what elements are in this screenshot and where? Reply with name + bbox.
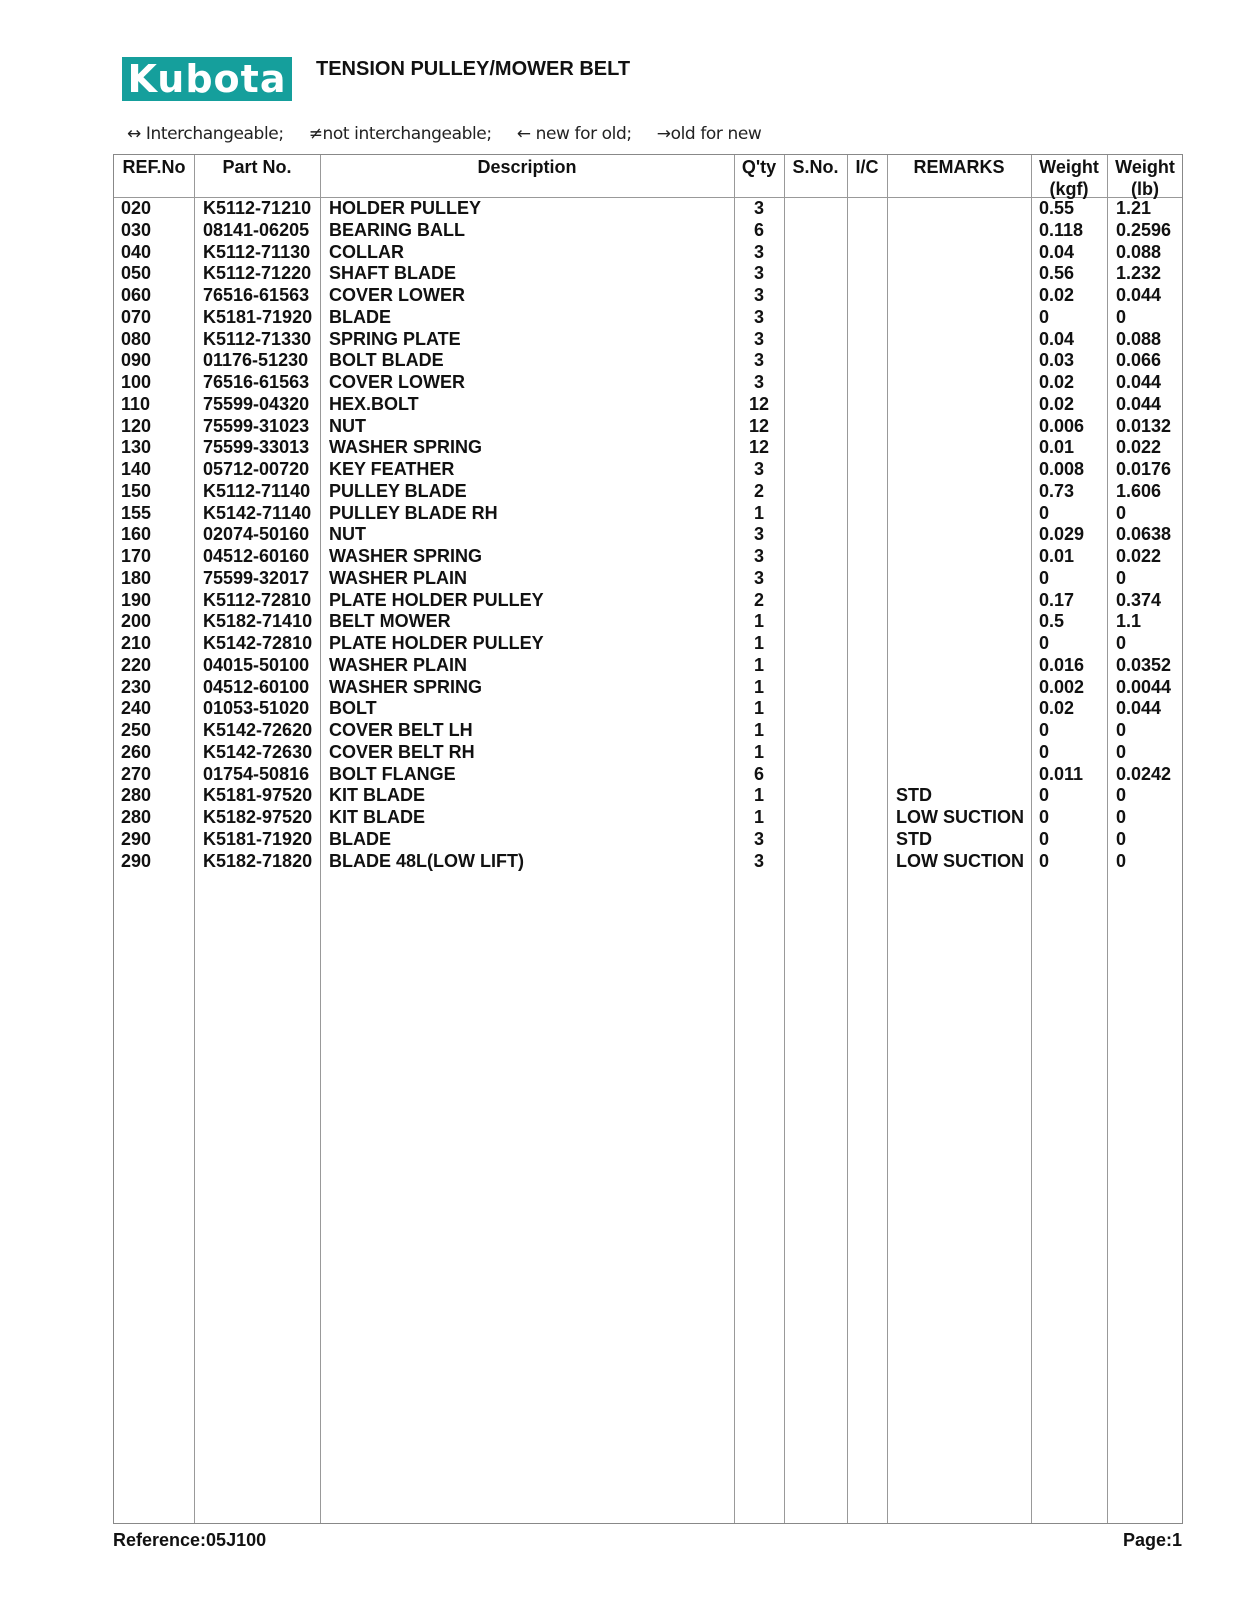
cell-ref: 270 (121, 763, 152, 784)
cell-weight-kgf: 0 (1039, 720, 1050, 740)
cell-qty: 3 (753, 546, 764, 566)
cell-part-no: K5142-72620 (203, 720, 313, 740)
cell-description: BOLT BLADE (329, 350, 444, 371)
cell-weight-lb: 0 (1116, 741, 1127, 762)
table-row (114, 285, 1182, 307)
cell-description: PULLEY BLADE (329, 480, 467, 501)
cell-weight-lb: 0.374 (1116, 589, 1162, 610)
cell-weight-kgf: 0.73 (1039, 480, 1075, 501)
cell-description: KIT BLADE (329, 785, 425, 806)
table-row (114, 307, 1182, 329)
cell-weight-lb: 1.606 (1116, 480, 1162, 501)
cell-part-no: K5182-71410 (203, 611, 313, 632)
cell-qty: 1 (753, 654, 764, 675)
table-row (114, 481, 1182, 503)
cell-weight-kgf: 0.03 (1039, 350, 1075, 371)
table-row (114, 633, 1182, 655)
cell-qty: 3 (753, 328, 764, 349)
cell-qty: 1 (753, 502, 764, 523)
table-row (114, 437, 1182, 459)
cell-weight-lb: 0 (1116, 567, 1127, 588)
cell-qty: 6 (753, 219, 764, 240)
cell-ref: 260 (121, 741, 152, 762)
cell-part-no: 01053-51020 (203, 698, 310, 719)
cell-description: KIT BLADE (329, 807, 425, 827)
cell-part-no: 04512-60100 (203, 676, 310, 697)
cell-description: PLATE HOLDER PULLEY (329, 633, 544, 653)
cell-weight-lb: 0.0176 (1116, 459, 1172, 479)
cell-ref: 160 (121, 524, 152, 545)
cell-weight-lb: 0 (1116, 306, 1127, 327)
cell-weight-kgf: 0 (1039, 807, 1050, 827)
col-header-desc: Description (477, 157, 577, 177)
cell-weight-kgf: 0.002 (1039, 676, 1085, 697)
cell-ref: 290 (121, 850, 152, 871)
table-row (114, 524, 1182, 546)
cell-part-no: K5112-71220 (203, 263, 312, 284)
cell-weight-lb: 0.022 (1116, 546, 1162, 566)
cell-weight-kgf: 0.5 (1039, 611, 1065, 632)
cell-description: COVER BELT RH (329, 741, 475, 762)
cell-weight-kgf: 0 (1039, 306, 1050, 327)
cell-weight-lb: 0.044 (1116, 698, 1162, 719)
cell-weight-lb: 0 (1116, 850, 1127, 871)
cell-part-no: 75599-31023 (203, 415, 310, 436)
table-row (114, 350, 1182, 372)
cell-weight-lb: 0 (1116, 828, 1127, 849)
cell-part-no: K5112-72810 (203, 589, 312, 610)
reference-code: Reference:05J100 (113, 1530, 267, 1550)
cell-weight-kgf: 0.01 (1039, 546, 1075, 566)
cell-part-no: 76516-61563 (203, 285, 310, 305)
cell-ref: 150 (121, 480, 152, 501)
col-header-sno: S.No. (792, 157, 839, 177)
cell-part-no: K5112-71130 (203, 241, 311, 262)
cell-weight-kgf: 0.01 (1039, 437, 1075, 458)
cell-weight-kgf: 0 (1039, 828, 1050, 849)
legend-old-for-new: →old for new (656, 124, 762, 144)
col-header-ic: I/C (855, 157, 879, 177)
cell-weight-lb: 0.0352 (1116, 654, 1172, 675)
cell-part-no: K5142-71140 (203, 502, 312, 523)
cell-weight-kgf: 0.56 (1039, 263, 1075, 284)
cell-remarks: STD (896, 785, 932, 806)
cell-qty: 3 (753, 524, 764, 545)
cell-part-no: 01754-50816 (203, 763, 310, 784)
cell-weight-lb: 0 (1116, 502, 1127, 523)
cell-part-no: 04015-50100 (203, 654, 310, 675)
cell-qty: 6 (753, 763, 764, 784)
cell-qty: 1 (753, 611, 764, 632)
cell-description: BOLT (329, 698, 377, 719)
table-row (114, 220, 1182, 242)
cell-part-no: 75599-04320 (203, 393, 310, 414)
cell-qty: 2 (753, 480, 764, 501)
cell-weight-lb: 0.0638 (1116, 524, 1172, 545)
cell-part-no: K5142-72630 (203, 741, 313, 762)
cell-qty: 3 (753, 372, 764, 392)
page-number: Page:1 (1122, 1530, 1182, 1550)
cell-ref: 050 (121, 263, 152, 284)
cell-weight-kgf: 0 (1039, 785, 1050, 806)
cell-ref: 140 (121, 459, 152, 479)
cell-description: COVER LOWER (329, 372, 466, 392)
cell-description: NUT (329, 524, 366, 545)
col-header-remarks: REMARKS (913, 157, 1005, 177)
cell-qty: 3 (753, 198, 764, 218)
cell-ref: 060 (121, 285, 152, 305)
cell-description: PLATE HOLDER PULLEY (329, 589, 544, 610)
cell-description: WASHER SPRING (329, 437, 483, 458)
table-row (114, 568, 1182, 590)
cell-remarks: STD (896, 828, 932, 849)
cell-weight-kgf: 0.02 (1039, 698, 1075, 719)
table-row (114, 677, 1182, 699)
table-row (114, 742, 1182, 764)
cell-ref: 230 (121, 676, 152, 697)
cell-ref: 180 (121, 567, 152, 588)
cell-ref: 155 (121, 502, 152, 523)
cell-part-no: 04512-60160 (203, 546, 310, 566)
cell-qty: 12 (748, 393, 770, 414)
table-row (114, 764, 1182, 786)
page-title: TENSION PULLEY/MOWER BELT (316, 58, 631, 80)
cell-part-no: 08141-06205 (203, 219, 310, 240)
cell-weight-lb: 1.21 (1116, 198, 1152, 218)
table-row (114, 198, 1182, 220)
cell-qty: 3 (753, 459, 764, 479)
cell-qty: 1 (753, 633, 764, 653)
cell-ref: 170 (121, 546, 152, 566)
cell-description: WASHER SPRING (329, 546, 483, 566)
interchangeability-legend (127, 124, 781, 144)
col-header-part: Part No. (222, 157, 292, 177)
cell-part-no: K5182-97520 (203, 807, 313, 827)
cell-description: SPRING PLATE (329, 328, 461, 349)
col-header-qty: Q'ty (741, 157, 777, 177)
cell-description: SHAFT BLADE (329, 263, 456, 284)
col-header-weight-lb: Weight (lb) (1115, 157, 1175, 199)
table-row (114, 329, 1182, 351)
col-header-weight-kgf: Weight (kgf) (1039, 157, 1099, 199)
cell-description: PULLEY BLADE RH (329, 502, 498, 523)
cell-qty: 3 (753, 350, 764, 371)
cell-qty: 3 (753, 241, 764, 262)
cell-ref: 190 (121, 589, 152, 610)
cell-ref: 240 (121, 698, 152, 719)
cell-part-no: K5181-97520 (203, 785, 313, 806)
cell-description: WASHER SPRING (329, 676, 483, 697)
cell-part-no: K5181-71920 (203, 828, 313, 849)
cell-weight-lb: 0.0044 (1116, 676, 1172, 697)
cell-part-no: 76516-61563 (203, 372, 310, 392)
cell-qty: 12 (748, 437, 770, 458)
cell-qty: 3 (753, 850, 764, 871)
table-row (114, 829, 1182, 851)
cell-part-no: K5182-71820 (203, 850, 313, 871)
cell-weight-lb: 1.232 (1116, 263, 1162, 284)
cell-remarks: LOW SUCTION (896, 807, 1024, 827)
cell-weight-kgf: 0 (1039, 741, 1050, 762)
cell-qty: 3 (753, 263, 764, 284)
cell-ref: 200 (121, 611, 152, 632)
table-row (114, 263, 1182, 285)
cell-description: HOLDER PULLEY (329, 198, 482, 218)
cell-weight-lb: 0 (1116, 785, 1127, 806)
cell-ref: 280 (121, 785, 152, 806)
cell-part-no: K5112-71210 (203, 198, 312, 218)
cell-weight-kgf: 0.016 (1039, 654, 1085, 675)
cell-part-no: 02074-50160 (203, 524, 310, 545)
cell-part-no: 75599-32017 (203, 567, 310, 588)
cell-weight-kgf: 0.029 (1039, 524, 1085, 545)
cell-weight-lb: 0.2596 (1116, 219, 1172, 240)
cell-ref: 080 (121, 328, 152, 349)
cell-qty: 1 (753, 698, 764, 719)
table-row (114, 546, 1182, 568)
cell-part-no: 05712-00720 (203, 459, 310, 479)
table-row (114, 807, 1182, 829)
cell-description: HEX.BOLT (329, 393, 419, 414)
cell-weight-lb: 1.1 (1116, 611, 1142, 632)
cell-weight-lb: 0 (1116, 720, 1127, 740)
cell-ref: 290 (121, 828, 152, 849)
table-row (114, 459, 1182, 481)
table-row (114, 720, 1182, 742)
kubota-logo: Kubota (122, 57, 292, 101)
cell-qty: 1 (753, 785, 764, 806)
cell-qty: 12 (748, 415, 770, 436)
cell-weight-kgf: 0.118 (1039, 219, 1084, 240)
cell-ref: 090 (121, 350, 152, 371)
cell-description: NUT (329, 415, 366, 436)
table-row (114, 372, 1182, 394)
cell-ref: 110 (121, 393, 151, 414)
cell-description: BLADE 48L(LOW LIFT) (329, 850, 524, 871)
cell-description: BOLT FLANGE (329, 763, 456, 784)
cell-weight-kgf: 0 (1039, 567, 1050, 588)
cell-ref: 070 (121, 306, 152, 327)
col-header-ref: REF.No (122, 157, 186, 177)
table-row (114, 503, 1182, 525)
parts-table (113, 154, 1183, 1524)
cell-weight-kgf: 0.04 (1039, 328, 1075, 349)
cell-part-no: K5112-71330 (203, 328, 312, 349)
cell-qty: 1 (753, 741, 764, 762)
table-body (114, 198, 1182, 872)
cell-weight-kgf: 0.008 (1039, 459, 1085, 479)
table-row (114, 655, 1182, 677)
cell-qty: 2 (753, 589, 764, 610)
cell-part-no: 01176-51230 (203, 350, 309, 371)
cell-weight-lb: 0.044 (1116, 393, 1162, 414)
table-row (114, 590, 1182, 612)
cell-ref: 280 (121, 807, 152, 827)
cell-qty: 1 (753, 720, 764, 740)
cell-qty: 3 (753, 828, 764, 849)
table-row (114, 416, 1182, 438)
cell-description: COVER BELT LH (329, 720, 473, 740)
cell-weight-kgf: 0.17 (1039, 589, 1075, 610)
cell-ref: 130 (121, 437, 152, 458)
cell-qty: 3 (753, 285, 764, 305)
cell-ref: 210 (121, 633, 152, 653)
cell-weight-kgf: 0 (1039, 850, 1050, 871)
cell-weight-kgf: 0.02 (1039, 285, 1075, 305)
table-row (114, 785, 1182, 807)
cell-description: WASHER PLAIN (329, 567, 468, 588)
cell-part-no: K5142-72810 (203, 633, 313, 653)
cell-qty: 3 (753, 567, 764, 588)
cell-ref: 220 (121, 654, 152, 675)
cell-weight-lb: 0 (1116, 633, 1127, 653)
cell-qty: 1 (753, 807, 764, 827)
cell-qty: 3 (753, 306, 764, 327)
cell-part-no: 75599-33013 (203, 437, 310, 458)
cell-description: KEY FEATHER (329, 459, 455, 479)
cell-weight-kgf: 0.02 (1039, 372, 1075, 392)
cell-weight-kgf: 0.55 (1039, 198, 1075, 218)
cell-weight-lb: 0.088 (1116, 241, 1162, 262)
cell-ref: 100 (121, 372, 152, 392)
cell-description: WASHER PLAIN (329, 654, 468, 675)
legend-interchangeable: ↔ Interchangeable; (127, 124, 284, 144)
cell-weight-kgf: 0 (1039, 633, 1050, 653)
cell-weight-kgf: 0 (1039, 502, 1050, 523)
cell-description: BLADE (329, 828, 391, 849)
table-row (114, 851, 1182, 873)
cell-ref: 120 (121, 415, 152, 436)
cell-weight-lb: 0.044 (1116, 285, 1162, 305)
cell-weight-lb: 0.0242 (1116, 763, 1172, 784)
cell-weight-kgf: 0.011 (1039, 763, 1084, 784)
table-row (114, 698, 1182, 720)
cell-ref: 030 (121, 219, 152, 240)
cell-weight-lb: 0 (1116, 807, 1127, 827)
cell-weight-lb: 0.022 (1116, 437, 1162, 458)
cell-description: BLADE (329, 306, 391, 327)
table-row (114, 394, 1182, 416)
cell-remarks: LOW SUCTION (896, 850, 1024, 871)
cell-description: COVER LOWER (329, 285, 466, 305)
cell-part-no: K5112-71140 (203, 480, 311, 501)
cell-weight-kgf: 0.006 (1039, 415, 1085, 436)
table-row (114, 611, 1182, 633)
cell-description: BELT MOWER (329, 611, 451, 632)
cell-weight-lb: 0.066 (1116, 350, 1162, 371)
cell-weight-kgf: 0.04 (1039, 241, 1075, 262)
cell-ref: 020 (121, 198, 152, 218)
cell-ref: 040 (121, 241, 152, 262)
cell-ref: 250 (121, 720, 152, 740)
cell-weight-kgf: 0.02 (1039, 393, 1075, 414)
cell-description: BEARING BALL (329, 219, 465, 240)
legend-new-for-old: ← new for old; (516, 124, 632, 144)
legend-not-interchangeable: ≠not interchangeable; (308, 124, 492, 144)
cell-description: COLLAR (329, 241, 404, 262)
cell-part-no: K5181-71920 (203, 306, 313, 327)
cell-weight-lb: 0.044 (1116, 372, 1162, 392)
cell-weight-lb: 0.088 (1116, 328, 1162, 349)
cell-qty: 1 (753, 676, 764, 697)
cell-weight-lb: 0.0132 (1116, 415, 1172, 436)
table-row (114, 242, 1182, 264)
